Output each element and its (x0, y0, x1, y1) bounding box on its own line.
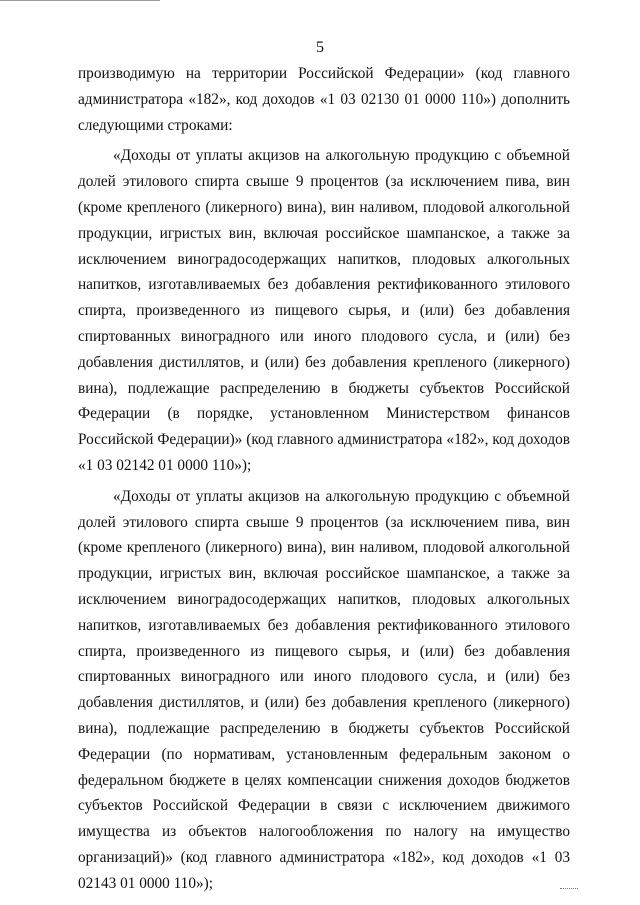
scan-edge-line (0, 0, 160, 1)
scan-artifact (560, 888, 578, 891)
paragraph-continuation: производимую на территории Российской Федерации» (код главного администратора «182», код доходов «1 03 02130 01 0000 110») дополнить следующими строками: (78, 65, 570, 134)
document-body (78, 61, 570, 897)
paragraph-income-line-02143: «Доходы от уплаты акцизов на алкогольную продукцию с объемной долей этилового спирта свыше 9 процентов (за исключением пива, вин (кроме крепленого (ликерного) вина), вин наливом, плодовой алкогольной продукции, игристых вин, включая российское шампанское, а также за исключением виноградосодержащих напитков, плодовых алкогольных напитков, изготавливаемых без добавления ректификованного этилового спирта, произведенного из пищевого сырья, и (или) без добавления спиртованных виноградного или иного плодового сусла, и (или) без добавления дистиллятов, и (или) без добавления крепленого (ликерного) вина), подлежащие распределению в бюджеты субъектов Российской Федерации (по нормативам, установленным федеральным законом о федеральном бюджете в целях компенсации снижения доходов бюджетов субъектов Российской Федерации в связи с исключением движимого имущества из объектов налогообложения по налогу на имущество организаций)» (код главного администратора «182», код доходов «1 03 02143 01 0000 110»); (78, 487, 570, 892)
page-number: 5 (316, 39, 324, 56)
paragraph-income-line-02142: «Доходы от уплаты акцизов на алкогольную продукцию с объемной долей этилового спирта свыше 9 процентов (за исключением пива, вин (кроме крепленого (ликерного) вина), вин наливом, плодовой алкогольной продукции, игристых вин, включая российское шампанское, а также за исключением виноградосодержащих напитков, плодовых алкогольных напитков, изготавливаемых без добавления ректификованного этилового спирта, произведенного из пищевого сырья, и (или) без добавления спиртованных виноградного или иного плодового сусла, и (или) без добавления дистиллятов, и (или) без добавления крепленого (ликерного) вина), подлежащие распределению в бюджеты субъектов Российской Федерации (в порядке, установленном Министерством финансов Российской Федерации)» (код главного администратора «182», код доходов «1 03 02142 01 0000 110»); (78, 147, 570, 474)
